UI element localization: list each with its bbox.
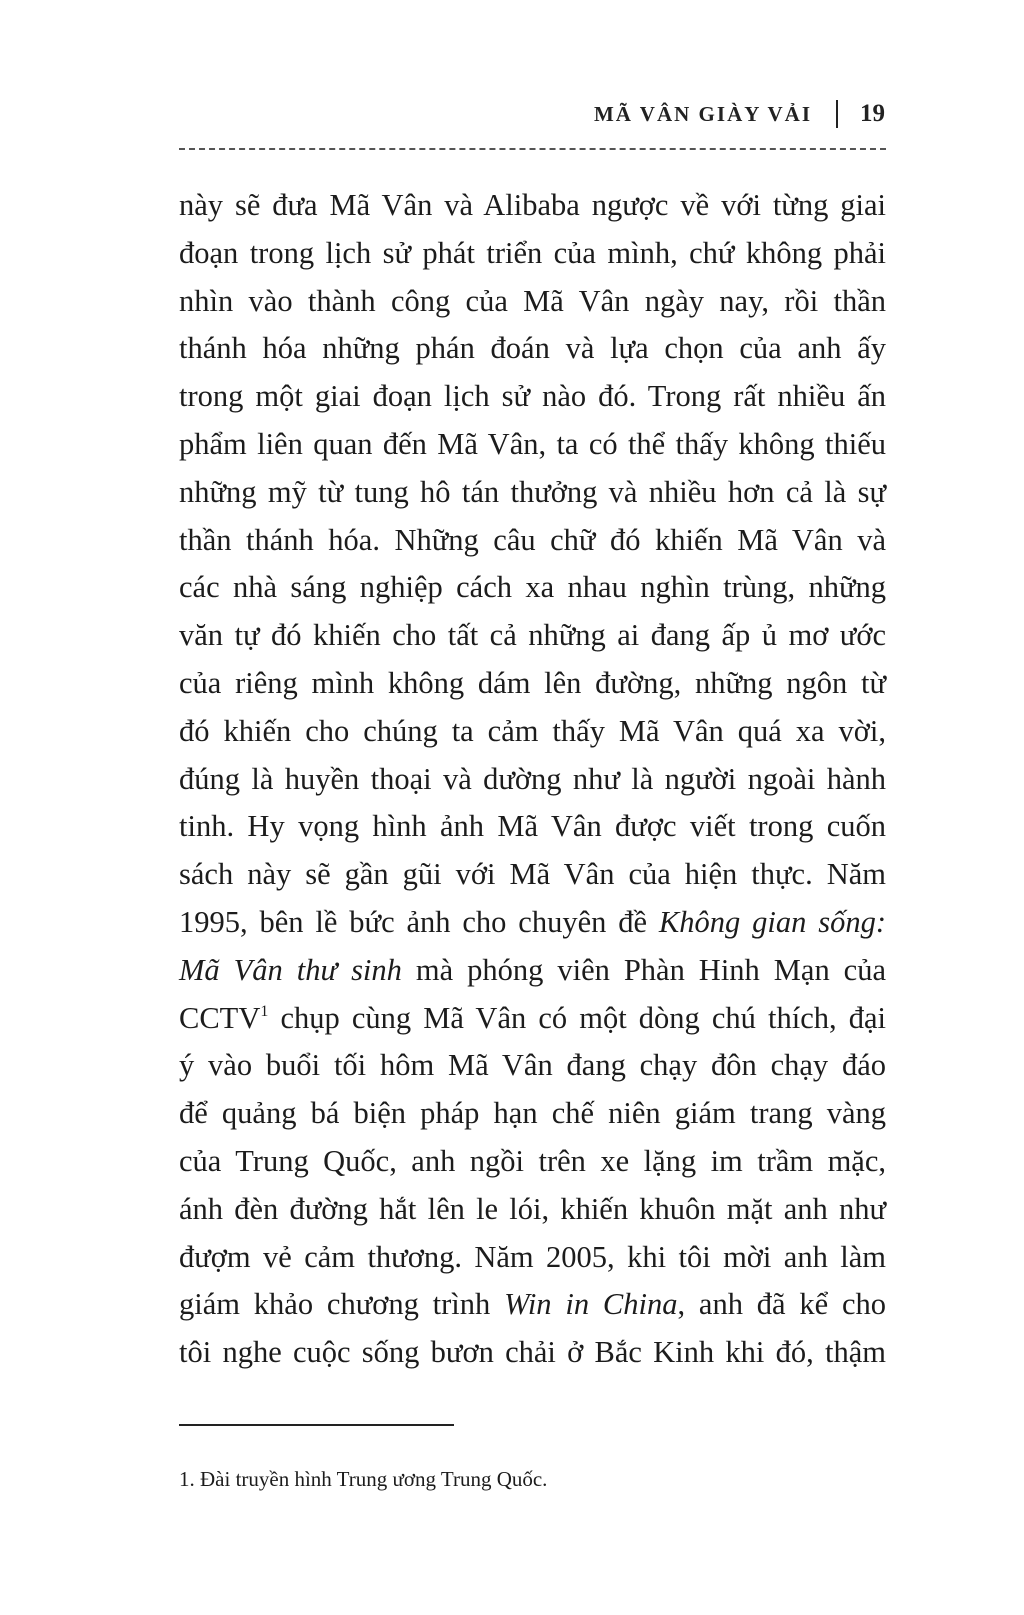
text-line <box>179 947 886 995</box>
text-segment: , anh đã kể cho <box>677 1287 886 1322</box>
italic-program-name: Win in China <box>504 1287 678 1322</box>
text-line: này sẽ đưa Mã Vân và Alibaba ngược về với từng giai <box>179 188 886 222</box>
text-segment: giám khảo chương trình <box>179 1287 505 1322</box>
page-number: 19 <box>860 100 885 127</box>
text-line: phẩm liên quan đến Mã Vân, ta có thể thấy không thiếu <box>179 426 886 461</box>
header-separator <box>836 100 838 128</box>
text-line: tôi nghe cuộc sống bươn chải ở Bắc Kinh khi đó, thậm <box>179 1335 886 1370</box>
text-line: văn tự đó khiến cho tất cả những ai đang ấp ủ mơ ước <box>179 618 886 653</box>
text-line: đoạn trong lịch sử phát triển của mình, chứ không phải <box>179 235 886 270</box>
text-line: tinh. Hy vọng hình ảnh Mã Vân được viết trong cuốn <box>179 809 886 844</box>
text-line: những mỹ từ tung hô tán thưởng và nhiều hơn cả là sự <box>179 474 886 509</box>
italic-title-part2: Mã Vân thư sinh <box>179 952 402 987</box>
text-segment: chụp cùng Mã Vân có một dòng chú thích, đại <box>268 1000 886 1035</box>
text-line: nhìn vào thành công của Mã Vân ngày nay, rồi thần <box>179 283 886 318</box>
running-header <box>594 100 885 128</box>
footnote-rule <box>179 1424 454 1426</box>
text-line <box>179 899 886 947</box>
footnote-reference: 1 <box>260 1002 269 1020</box>
text-line: sách này sẽ gần gũi với Mã Vân của hiện thực. Năm <box>179 857 886 892</box>
footnote: 1. Đài truyền hình Trung ương Trung Quốc. <box>179 1467 548 1491</box>
text-line: của Trung Quốc, anh ngồi trên xe lặng im trầm mặc, <box>179 1143 886 1178</box>
text-line: của riêng mình không dám lên đường, những ngôn từ <box>179 665 886 700</box>
book-title: MÃ VÂN GIÀY VẢI <box>593 101 812 126</box>
header-dashed-rule <box>179 148 886 150</box>
text-segment: CCTV <box>179 1000 261 1035</box>
text-line <box>179 995 886 1043</box>
text-line: trong một giai đoạn lịch sử nào đó. Trong rất nhiều ấn <box>179 379 886 414</box>
text-line: để quảng bá biện pháp hạn chế niên giám trang vàng <box>179 1096 886 1131</box>
text-segment: mà phóng viên Phàn Hinh Mạn của <box>401 952 886 987</box>
text-line: thần thánh hóa. Những câu chữ đó khiến Mã Vân và <box>179 522 886 557</box>
body-paragraph <box>179 182 886 1377</box>
text-line: đó khiến cho chúng ta cảm thấy Mã Vân quá xa vời, <box>179 713 886 748</box>
italic-title-part1: Không gian sống: <box>658 904 886 939</box>
text-line: đượm vẻ cảm thương. Năm 2005, khi tôi mời anh làm <box>179 1239 886 1274</box>
text-line <box>179 1281 886 1329</box>
text-line: ý vào buổi tối hôm Mã Vân đang chạy đôn chạy đáo <box>179 1048 886 1083</box>
text-line: thánh hóa những phán đoán và lựa chọn của anh ấy <box>179 331 886 366</box>
text-line: đúng là huyền thoại và dường như là người ngoài hành <box>179 761 886 796</box>
text-line: ánh đèn đường hắt lên le lói, khiến khuôn mặt anh như <box>179 1191 886 1226</box>
text-line: các nhà sáng nghiệp cách xa nhau nghìn trùng, những <box>179 570 886 605</box>
text-segment: 1995, bên lề bức ảnh cho chuyên đề <box>179 904 659 939</box>
